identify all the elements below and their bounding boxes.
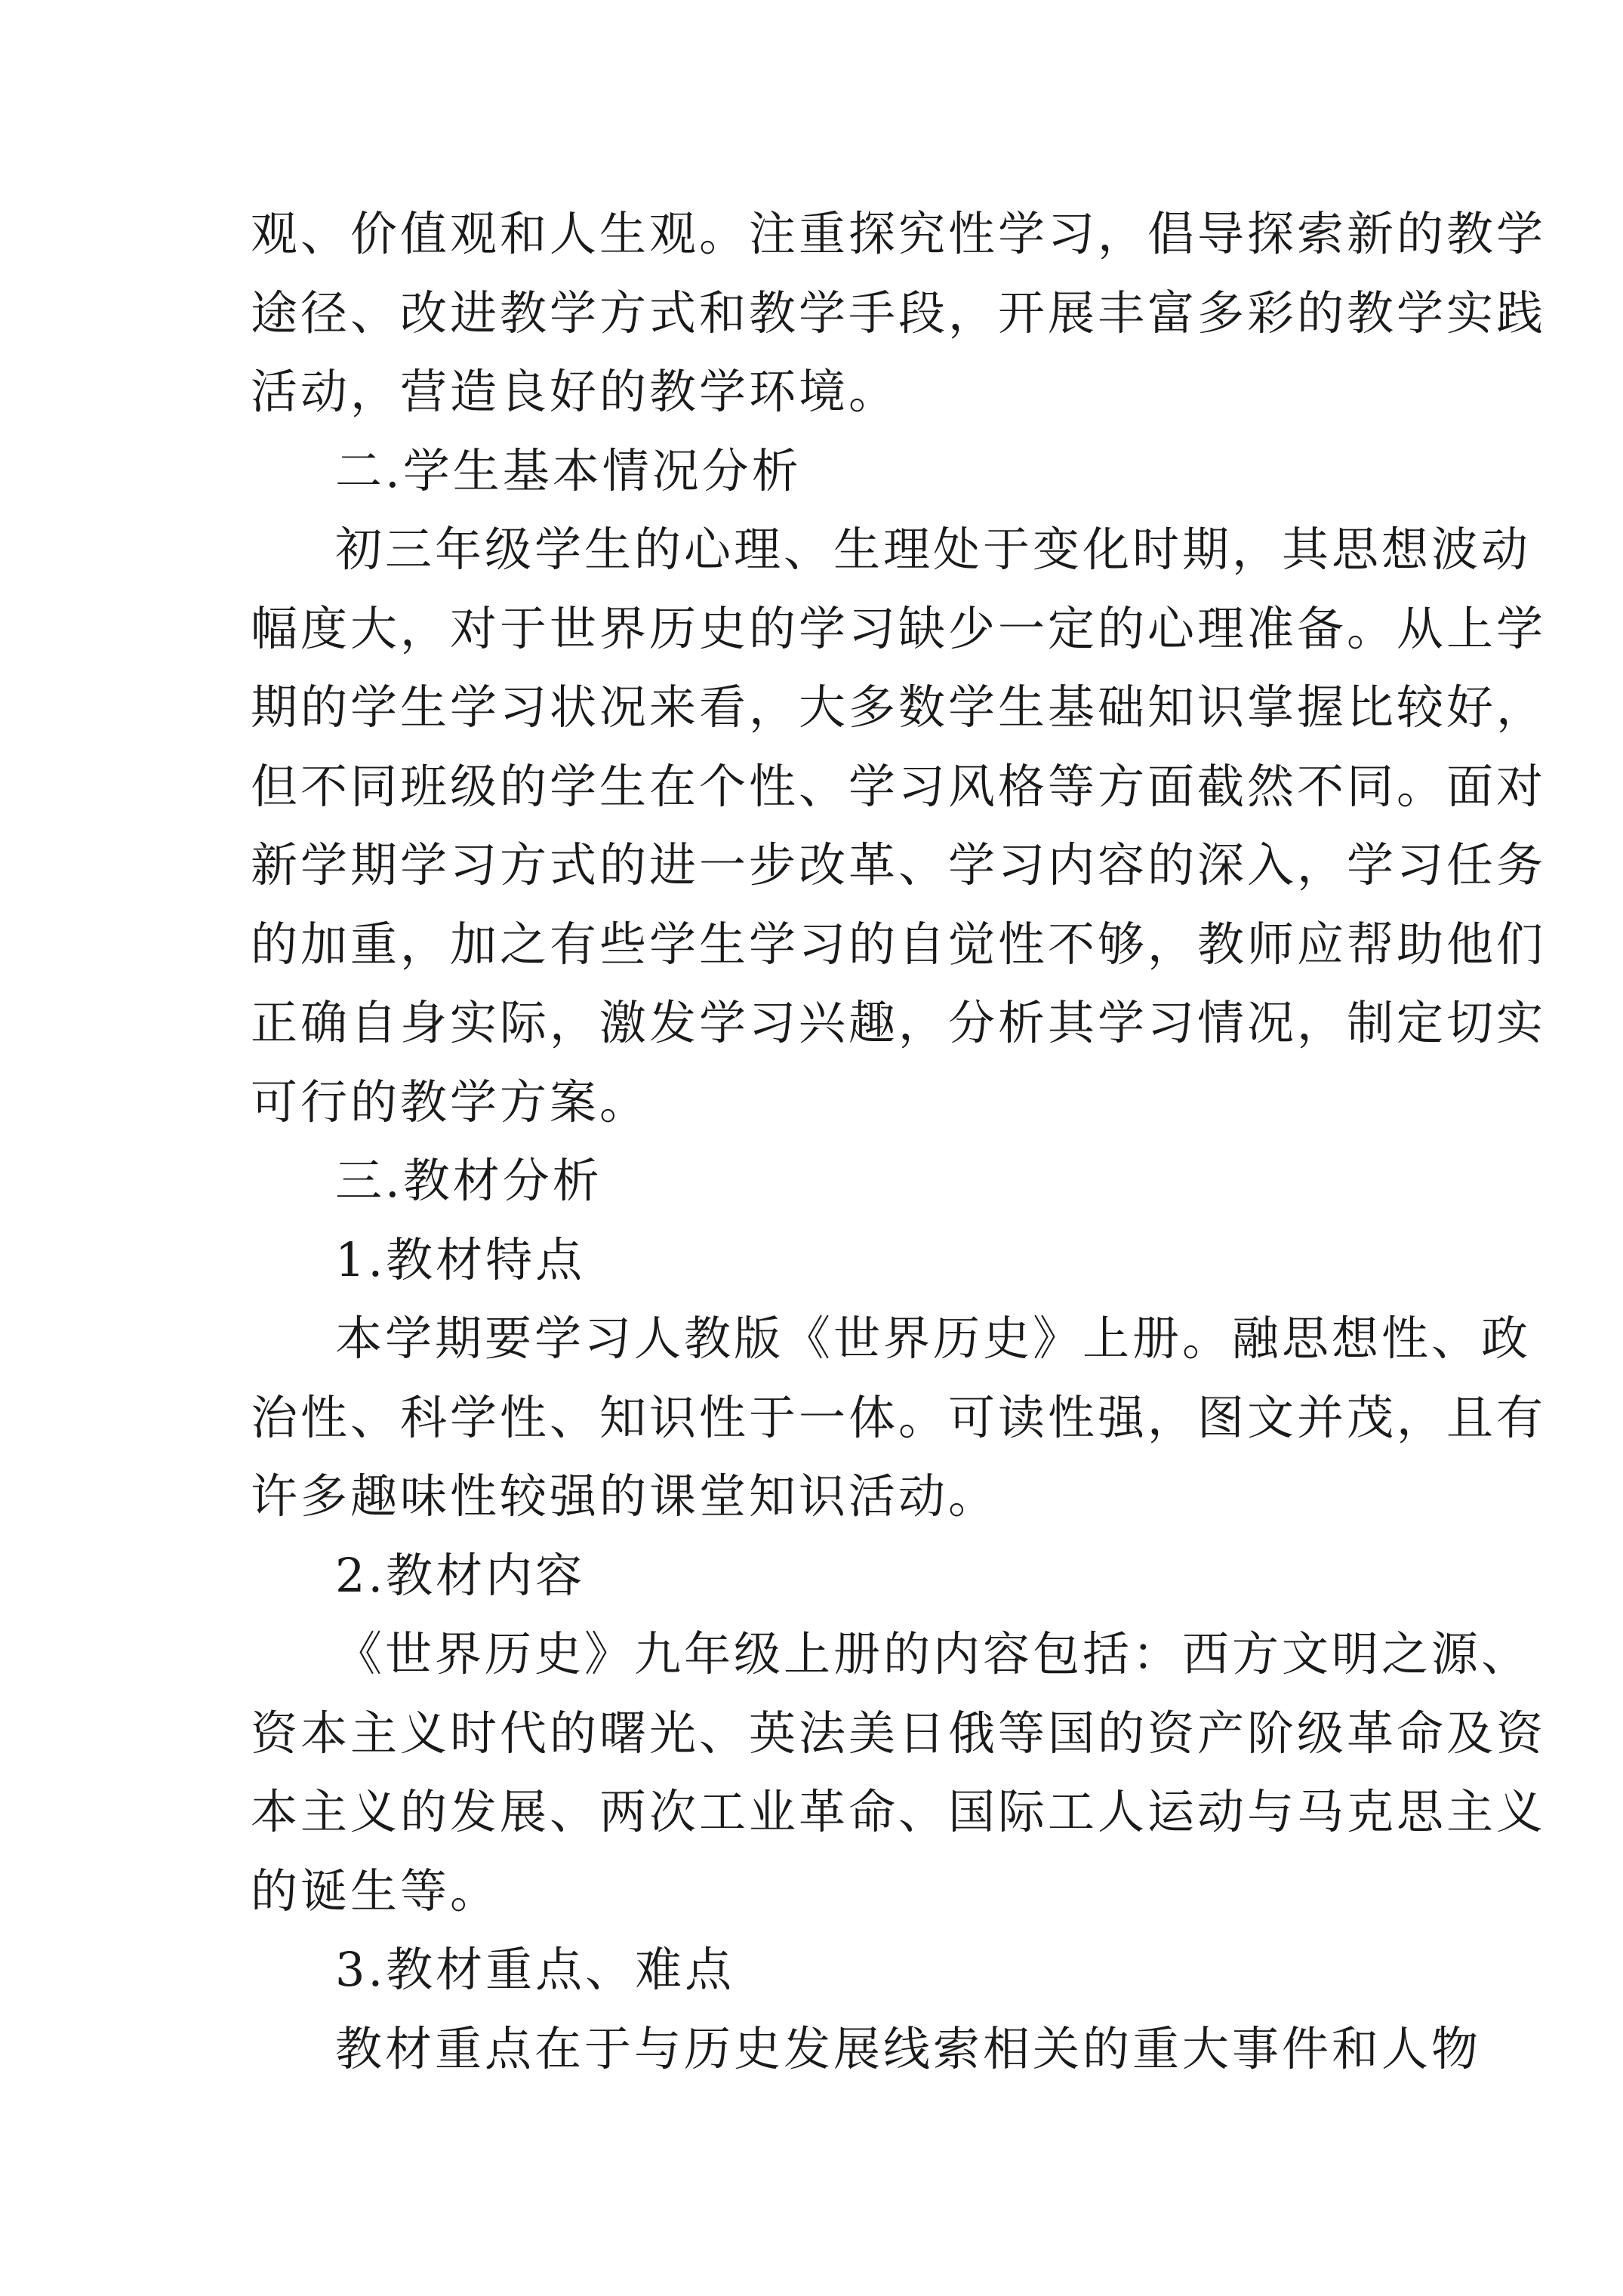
text-line: 许多趣味性较强的课堂知识活动。 (251, 1469, 999, 1524)
text-line: 的诞生等。 (251, 1863, 500, 1918)
text-line: 可行的教学方案。 (251, 1074, 650, 1130)
paragraph-key-points (251, 2010, 1482, 2089)
text-line: 期的学生学习状况来看，大多数学生基础知识掌握比较好， (251, 680, 1547, 735)
paragraph-student-analysis (251, 510, 1547, 1142)
document-body (251, 195, 1547, 2088)
paragraph-textbook-content (251, 1615, 1547, 1931)
text-line: 正确自身实际，激发学习兴趣，分析其学习情况，制定切实 (251, 995, 1547, 1050)
text-line: 本主义的发展、两次工业革命、国际工人运动与马克思主义 (251, 1784, 1547, 1839)
subheading-key-points (251, 1931, 1383, 2010)
text-line: 新学期学习方式的进一步改革、学习内容的深入，学习任务 (251, 837, 1547, 892)
text-line: 但不同班级的学生在个性、学习风格等方面截然不同。面对 (251, 758, 1547, 814)
text-line: 教材重点在于与历史发展线索相关的重大事件和人物 (335, 2020, 1482, 2076)
section-heading-student-analysis (251, 432, 1383, 511)
text-line: 幅度大，对于世界历史的学习缺少一定的心理准备。从上学 (251, 600, 1547, 656)
subheading-textbook-content (251, 1536, 1383, 1616)
section-heading-textbook-analysis (251, 1142, 1383, 1221)
text-line: 活动，营造良好的教学环境。 (251, 364, 899, 419)
heading-text: 三.教材分析 (335, 1153, 602, 1208)
heading-text: 二.学生基本情况分析 (335, 442, 802, 498)
text-line: 的加重，加之有些学生学习的自觉性不够，教师应帮助他们 (251, 916, 1547, 972)
text-line: 初三年级学生的心理、生理处于变化时期，其思想波动 (335, 522, 1532, 577)
subheading-textbook-features (251, 1221, 1383, 1300)
heading-text: 3.教材重点、难点 (335, 1942, 735, 1997)
text-line: 本学期要学习人教版《世界历史》上册。融思想性、政 (335, 1311, 1532, 1366)
heading-text: 2.教材内容 (335, 1547, 586, 1603)
paragraph-teaching-philosophy (251, 195, 1547, 432)
text-line: 资本主义时代的曙光、英法美日俄等国的资产阶级革命及资 (251, 1705, 1547, 1761)
text-line: 观、价值观和人生观。注重探究性学习，倡导探索新的教学 (251, 206, 1547, 261)
text-line: 途径、改进教学方式和教学手段，开展丰富多彩的教学实践 (251, 285, 1547, 341)
text-line: 治性、科学性、知识性于一体。可读性强，图文并茂，且有 (251, 1389, 1547, 1445)
heading-text: 1.教材特点 (335, 1231, 586, 1287)
paragraph-textbook-features (251, 1299, 1547, 1536)
text-line: 《世界历史》九年级上册的内容包括：西方文明之源、 (335, 1626, 1532, 1681)
